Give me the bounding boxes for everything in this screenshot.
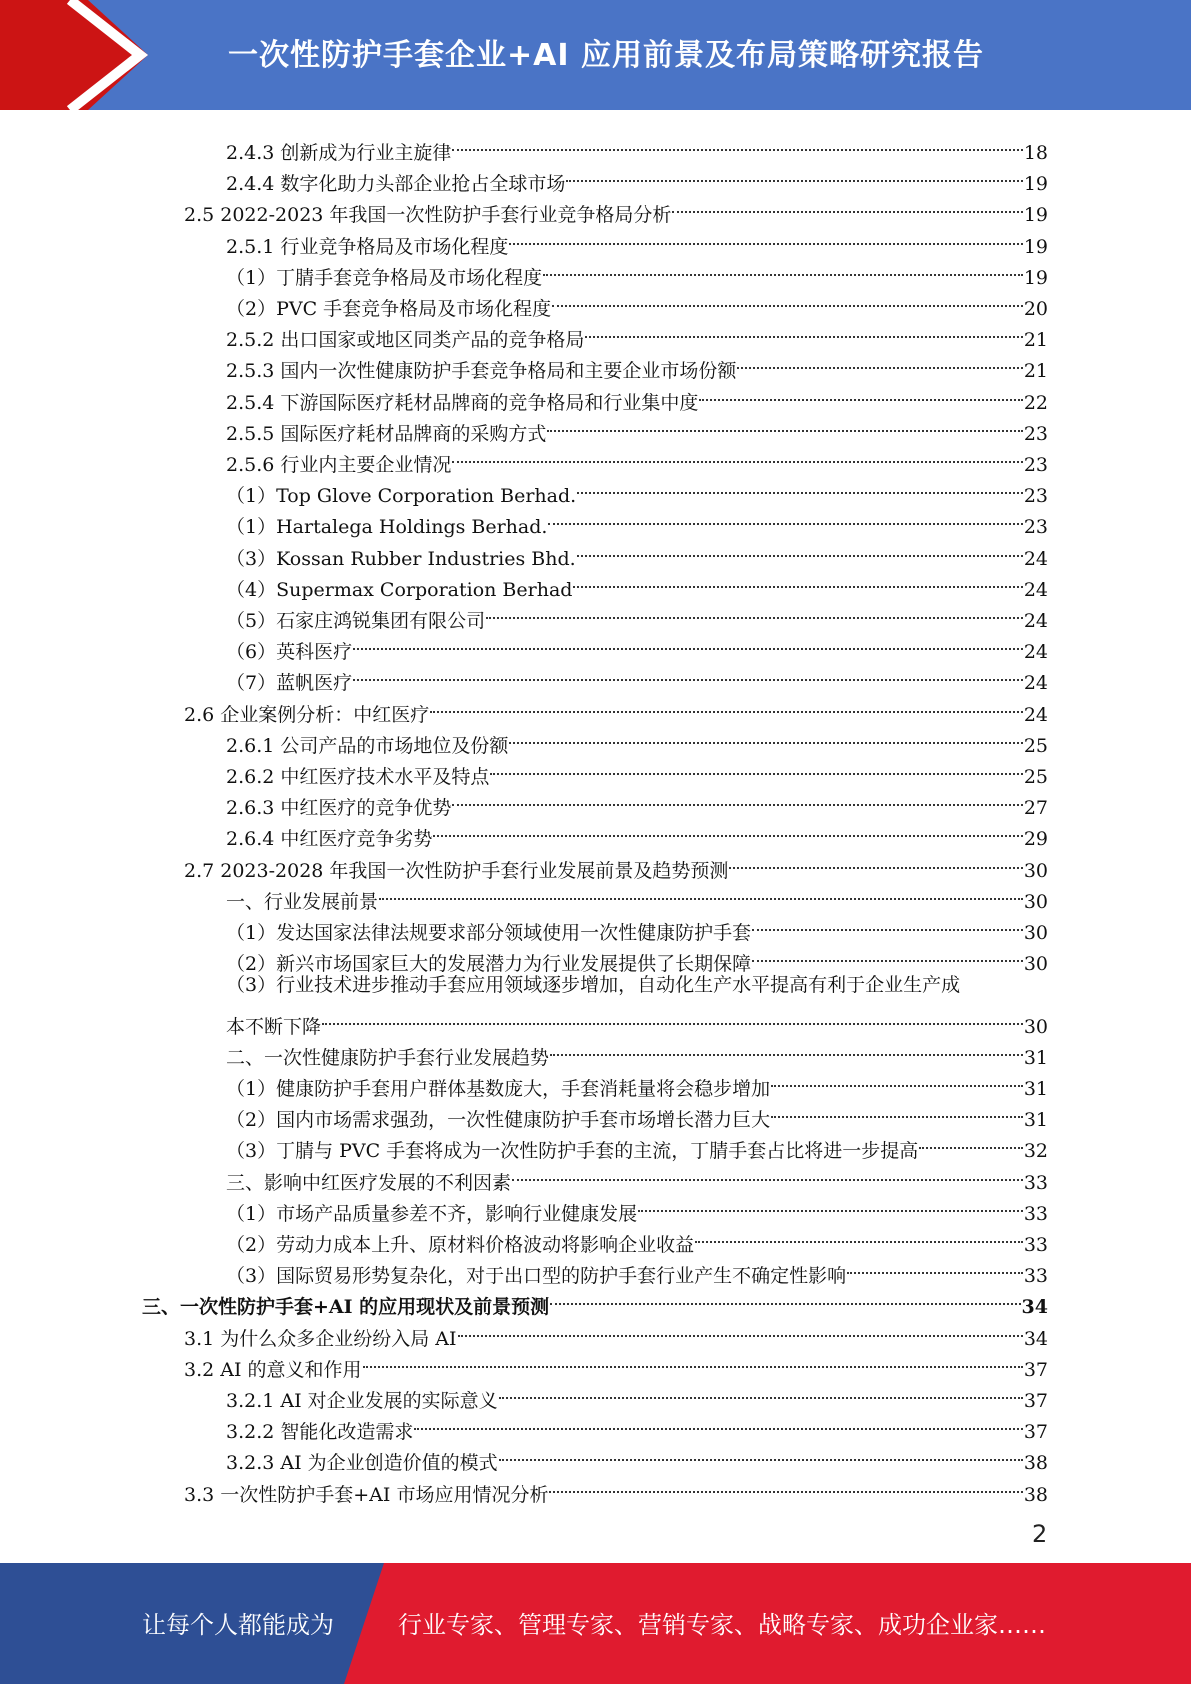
toc-entry-page: 37 bbox=[1023, 1390, 1048, 1412]
toc-entry-page: 33 bbox=[1023, 1265, 1048, 1288]
toc-entry[interactable] bbox=[226, 939, 1048, 976]
toc-dot-leader bbox=[490, 752, 1022, 783]
toc-dot-leader bbox=[729, 846, 1022, 877]
toc-entry-page: 37 bbox=[1023, 1358, 1048, 1381]
toc-entry-label: （1）发达国家法律法规要求部分领域使用一次性健康防护手套 bbox=[226, 922, 752, 944]
toc-entry-label: （7）蓝帆医疗 bbox=[226, 672, 353, 695]
toc-dot-leader bbox=[638, 1189, 1023, 1220]
toc-entry-label: （3）Kossan Rubber Industries Bhd. bbox=[226, 547, 576, 570]
toc-entry-label: （2）劳动力成本上升、原材料价格波动将影响企业收益 bbox=[226, 1234, 695, 1256]
report-title: 一次性防护手套企业+AI 应用前景及布局策略研究报告 bbox=[228, 38, 984, 73]
toc-entry[interactable] bbox=[226, 1002, 1048, 1038]
toc-entry[interactable] bbox=[226, 877, 1048, 913]
toc-entry-label: （1）Hartalega Holdings Berhad. bbox=[226, 516, 548, 539]
toc-entry-page: 31 bbox=[1023, 1078, 1048, 1100]
toc-entry[interactable] bbox=[184, 846, 1048, 882]
toc-entry[interactable] bbox=[226, 284, 1048, 320]
toc-entry[interactable] bbox=[226, 440, 1048, 476]
toc-entry[interactable] bbox=[226, 534, 1048, 570]
toc-entry-page: 19 bbox=[1023, 235, 1048, 258]
toc-dot-leader bbox=[486, 596, 1023, 627]
toc-entry-page: 23 bbox=[1023, 422, 1048, 445]
toc-entry-page: 19 bbox=[1023, 266, 1048, 289]
toc-entry[interactable] bbox=[226, 752, 1048, 788]
toc-entry[interactable] bbox=[226, 471, 1048, 508]
toc-dot-leader bbox=[430, 690, 1023, 721]
page-footer bbox=[0, 1563, 1191, 1684]
toc-entry[interactable] bbox=[184, 1314, 1048, 1350]
footer-tagline: 行业专家、管理专家、营销专家、战略专家、成功企业家…… bbox=[398, 1611, 1046, 1639]
toc-entry-label: 2.6 企业案例分析：中红医疗 bbox=[184, 703, 430, 726]
toc-entry-page: 24 bbox=[1023, 672, 1048, 695]
toc-dot-leader bbox=[363, 1345, 1023, 1376]
page-number: 2 bbox=[1032, 1520, 1048, 1548]
toc-entry-page: 23 bbox=[1023, 516, 1048, 539]
toc-entry-page: 21 bbox=[1023, 329, 1048, 352]
toc-entry-label: 三、一次性防护手套+AI 的应用现状及前景预测 bbox=[142, 1296, 550, 1319]
toc-entry-page: 31 bbox=[1023, 1109, 1048, 1132]
toc-dot-leader bbox=[547, 409, 1022, 440]
toc-entry[interactable] bbox=[226, 1064, 1048, 1100]
toc-entry-page: 25 bbox=[1023, 734, 1048, 757]
toc-entry-page: 23 bbox=[1023, 485, 1048, 508]
toc-entry-label: 2.5 2022-2023 年我国一次性防护手套行业竞争格局分析 bbox=[184, 204, 672, 227]
toc-dot-leader bbox=[552, 284, 1023, 315]
page-header bbox=[0, 0, 1191, 110]
toc-entry[interactable] bbox=[226, 315, 1048, 352]
toc-entry-page: 32 bbox=[1023, 1140, 1048, 1163]
toc-entry-label: 2.5.1 行业竞争格局及市场化程度 bbox=[226, 235, 509, 258]
toc-entry-page: 24 bbox=[1023, 641, 1048, 664]
toc-entry-label: （2）PVC 手套竞争格局及市场化程度 bbox=[226, 298, 552, 320]
toc-entry[interactable] bbox=[226, 378, 1048, 414]
toc-entry-label: （2）国内市场需求强劲，一次性健康防护手套市场增长潜力巨大 bbox=[226, 1109, 771, 1132]
toc-entry[interactable] bbox=[226, 908, 1048, 944]
toc-entry-label: 2.6.3 中红医疗的竞争优势 bbox=[226, 797, 452, 820]
toc-entry-page: 24 bbox=[1023, 547, 1048, 570]
toc-entry-label: 本不断下降 bbox=[226, 1015, 322, 1038]
toc-entry-page: 33 bbox=[1023, 1202, 1048, 1225]
toc-entry-label: （5）石家庄鸿锐集团有限公司 bbox=[226, 610, 486, 632]
toc-entry[interactable] bbox=[226, 128, 1048, 164]
toc-dot-leader bbox=[771, 1095, 1023, 1126]
toc-dot-leader bbox=[737, 346, 1022, 377]
toc-dot-leader bbox=[512, 1158, 1023, 1189]
toc-entry[interactable] bbox=[226, 253, 1048, 289]
toc-entry-page: 30 bbox=[1023, 890, 1048, 913]
toc-entry-label: （1）市场产品质量参差不齐，影响行业健康发展 bbox=[226, 1202, 638, 1225]
toc-entry-page: 30 bbox=[1023, 859, 1048, 882]
toc-entry-page: 38 bbox=[1023, 1483, 1048, 1506]
toc-entry-page: 33 bbox=[1023, 1171, 1048, 1194]
toc-dot-leader bbox=[752, 908, 1023, 939]
toc-entry-label: 2.4.3 创新成为行业主旋律 bbox=[226, 142, 452, 164]
toc-entry-label: （4）Supermax Corporation Berhad bbox=[226, 578, 573, 601]
toc-dot-leader bbox=[414, 1407, 1022, 1438]
toc-entry-page: 19 bbox=[1023, 173, 1048, 196]
toc-entry-label: （2）新兴市场国家巨大的发展潜力为行业发展提供了长期保障 bbox=[226, 953, 752, 976]
toc-entry-label: 3.1 为什么众多企业纷纷入局 AI bbox=[184, 1327, 457, 1350]
toc-entry-page: 18 bbox=[1023, 142, 1048, 164]
toc-entry-page: 20 bbox=[1023, 298, 1048, 320]
toc-entry-page: 24 bbox=[1023, 703, 1048, 726]
toc-entry[interactable] bbox=[142, 1282, 1048, 1319]
toc-entry-page: 21 bbox=[1023, 360, 1048, 383]
toc-dot-leader bbox=[672, 190, 1022, 221]
toc-entry-page: 34 bbox=[1023, 1327, 1048, 1350]
toc-dot-leader bbox=[458, 1314, 1023, 1345]
toc-dot-leader bbox=[353, 627, 1023, 658]
toc-dot-leader bbox=[550, 1282, 1020, 1313]
toc-entry-label: 2.5.3 国内一次性健康防护手套竞争格局和主要企业市场份额 bbox=[226, 360, 737, 383]
toc-entry-page: 27 bbox=[1023, 797, 1048, 820]
toc-dot-leader bbox=[549, 1470, 1022, 1501]
toc-entry-page: 25 bbox=[1023, 766, 1048, 788]
toc-dot-leader bbox=[499, 1376, 1023, 1407]
toc-dot-leader bbox=[452, 783, 1022, 814]
toc-entry[interactable] bbox=[226, 596, 1048, 632]
toc-entry[interactable] bbox=[226, 783, 1048, 820]
toc-entry[interactable] bbox=[226, 1095, 1048, 1132]
toc-dot-leader bbox=[577, 534, 1023, 565]
toc-entry[interactable] bbox=[184, 1345, 1048, 1381]
toc-dot-leader bbox=[566, 159, 1022, 190]
toc-entry[interactable] bbox=[226, 1407, 1048, 1444]
toc-entry[interactable] bbox=[184, 690, 1048, 726]
toc-dot-leader bbox=[752, 939, 1023, 970]
toc-entry-label: 3.2.2 智能化改造需求 bbox=[226, 1421, 414, 1444]
toc-entry[interactable] bbox=[226, 1251, 1048, 1288]
toc-entry-page: 31 bbox=[1023, 1046, 1048, 1069]
toc-dot-leader bbox=[699, 378, 1022, 409]
toc-entry[interactable] bbox=[226, 721, 1048, 757]
toc-entry-label: 三、影响中红医疗发展的不利因素 bbox=[226, 1171, 512, 1194]
toc-entry[interactable] bbox=[226, 346, 1048, 383]
toc-entry[interactable] bbox=[226, 409, 1048, 445]
toc-dot-leader bbox=[322, 1002, 1023, 1033]
toc-entry[interactable] bbox=[184, 190, 1048, 227]
toc-entry-page: 33 bbox=[1023, 1234, 1048, 1256]
toc-dot-leader bbox=[847, 1251, 1023, 1282]
toc-entry[interactable] bbox=[226, 1126, 1048, 1163]
toc-entry[interactable] bbox=[184, 1470, 1048, 1506]
toc-dot-leader bbox=[919, 1126, 1023, 1157]
toc-entry-wrapped-line[interactable]: （3）行业技术进步推动手套应用领域逐步增加，自动化生产水平提高有利于企业生产成 bbox=[226, 974, 961, 997]
toc-dot-leader bbox=[548, 502, 1022, 533]
toc-entry-label: （3）丁腈与 PVC 手套将成为一次性防护手套的主流，丁腈手套占比将进一步提高 bbox=[226, 1140, 919, 1163]
toc-entry[interactable] bbox=[226, 1220, 1048, 1256]
toc-entry-label: （1）Top Glove Corporation Berhad. bbox=[226, 485, 577, 508]
toc-entry-label: 2.6.1 公司产品的市场地位及份额 bbox=[226, 734, 509, 757]
toc-entry-label: （3）国际贸易形势复杂化，对于出口型的防护手套行业产生不确定性影响 bbox=[226, 1265, 847, 1288]
toc-entry-page: 22 bbox=[1023, 391, 1048, 414]
toc-entry-page: 19 bbox=[1023, 204, 1048, 227]
toc-dot-leader bbox=[452, 440, 1022, 471]
toc-entry[interactable] bbox=[226, 222, 1048, 258]
toc-entry-page: 24 bbox=[1023, 578, 1048, 601]
toc-entry-label: 2.7 2023-2028 年我国一次性防护手套行业发展前景及趋势预测 bbox=[184, 859, 729, 882]
toc-entry-label: 2.5.5 国际医疗耗材品牌商的采购方式 bbox=[226, 422, 547, 445]
toc-entry-label: （1）丁腈手套竞争格局及市场化程度 bbox=[226, 266, 543, 289]
toc-dot-leader bbox=[550, 1033, 1023, 1064]
toc-entry[interactable] bbox=[226, 627, 1048, 664]
toc-entry-label: （1）健康防护手套用户群体基数庞大，手套消耗量将会稳步增加 bbox=[226, 1078, 771, 1100]
toc-entry-page: 30 bbox=[1023, 953, 1048, 976]
toc-entry-page: 29 bbox=[1023, 828, 1048, 851]
toc-entry-label: 2.5.2 出口国家或地区同类产品的竞争格局 bbox=[226, 329, 585, 352]
toc-dot-leader bbox=[379, 877, 1023, 908]
toc-dot-leader bbox=[353, 658, 1023, 689]
toc-entry-page: 23 bbox=[1023, 454, 1048, 476]
toc-entry-page: 34 bbox=[1021, 1296, 1048, 1319]
toc-dot-leader bbox=[543, 253, 1023, 284]
toc-entry-label: 3.3 一次性防护手套+AI 市场应用情况分析 bbox=[184, 1483, 549, 1506]
toc-entry-page: 38 bbox=[1023, 1452, 1048, 1475]
toc-entry-label: 2.5.6 行业内主要企业情况 bbox=[226, 454, 452, 476]
toc-dot-leader bbox=[509, 222, 1022, 253]
toc-entry-page: 37 bbox=[1023, 1421, 1048, 1444]
toc-entry[interactable] bbox=[226, 1189, 1048, 1225]
toc-entry-label: （6）英科医疗 bbox=[226, 641, 353, 664]
toc-entry[interactable] bbox=[226, 1033, 1048, 1069]
toc-entry[interactable] bbox=[226, 565, 1048, 601]
toc-dot-leader bbox=[509, 721, 1022, 752]
toc-entry-label: 2.5.4 下游国际医疗耗材品牌商的竞争格局和行业集中度 bbox=[226, 391, 699, 414]
toc-dot-leader bbox=[771, 1064, 1023, 1095]
toc-entry[interactable] bbox=[226, 502, 1048, 539]
toc-entry-page: 30 bbox=[1023, 1015, 1048, 1038]
toc-dot-leader bbox=[573, 565, 1022, 596]
toc-dot-leader bbox=[585, 315, 1022, 346]
footer-slogan: 让每个人都能成为 bbox=[142, 1611, 334, 1639]
toc-entry-page: 30 bbox=[1023, 922, 1048, 944]
toc-entry-label: 3.2 AI 的意义和作用 bbox=[184, 1358, 362, 1381]
toc-entry[interactable] bbox=[226, 814, 1048, 851]
toc-dot-leader bbox=[577, 471, 1023, 502]
toc-dot-leader bbox=[452, 128, 1022, 159]
toc-dot-leader bbox=[433, 814, 1022, 845]
toc-entry-label: 2.6.2 中红医疗技术水平及特点 bbox=[226, 766, 490, 788]
toc-entry[interactable] bbox=[226, 1376, 1048, 1412]
toc-dot-leader bbox=[499, 1438, 1023, 1469]
toc-entry-label: 3.2.1 AI 对企业发展的实际意义 bbox=[226, 1390, 498, 1412]
toc-entry-label: 2.4.4 数字化助力头部企业抢占全球市场 bbox=[226, 173, 566, 196]
toc-entry-label: 2.6.4 中红医疗竞争劣势 bbox=[226, 828, 433, 851]
toc-entry-page: 24 bbox=[1023, 610, 1048, 632]
toc-entry[interactable] bbox=[226, 159, 1048, 196]
toc-dot-leader bbox=[695, 1220, 1023, 1251]
toc-entry-label: 3.2.3 AI 为企业创造价值的模式 bbox=[226, 1452, 498, 1475]
toc-entry-label: 二、一次性健康防护手套行业发展趋势 bbox=[226, 1046, 550, 1069]
toc-entry[interactable] bbox=[226, 1158, 1048, 1194]
toc-entry[interactable] bbox=[226, 1438, 1048, 1475]
toc-entry[interactable] bbox=[226, 658, 1048, 695]
toc-entry-label: 一、行业发展前景 bbox=[226, 890, 379, 913]
